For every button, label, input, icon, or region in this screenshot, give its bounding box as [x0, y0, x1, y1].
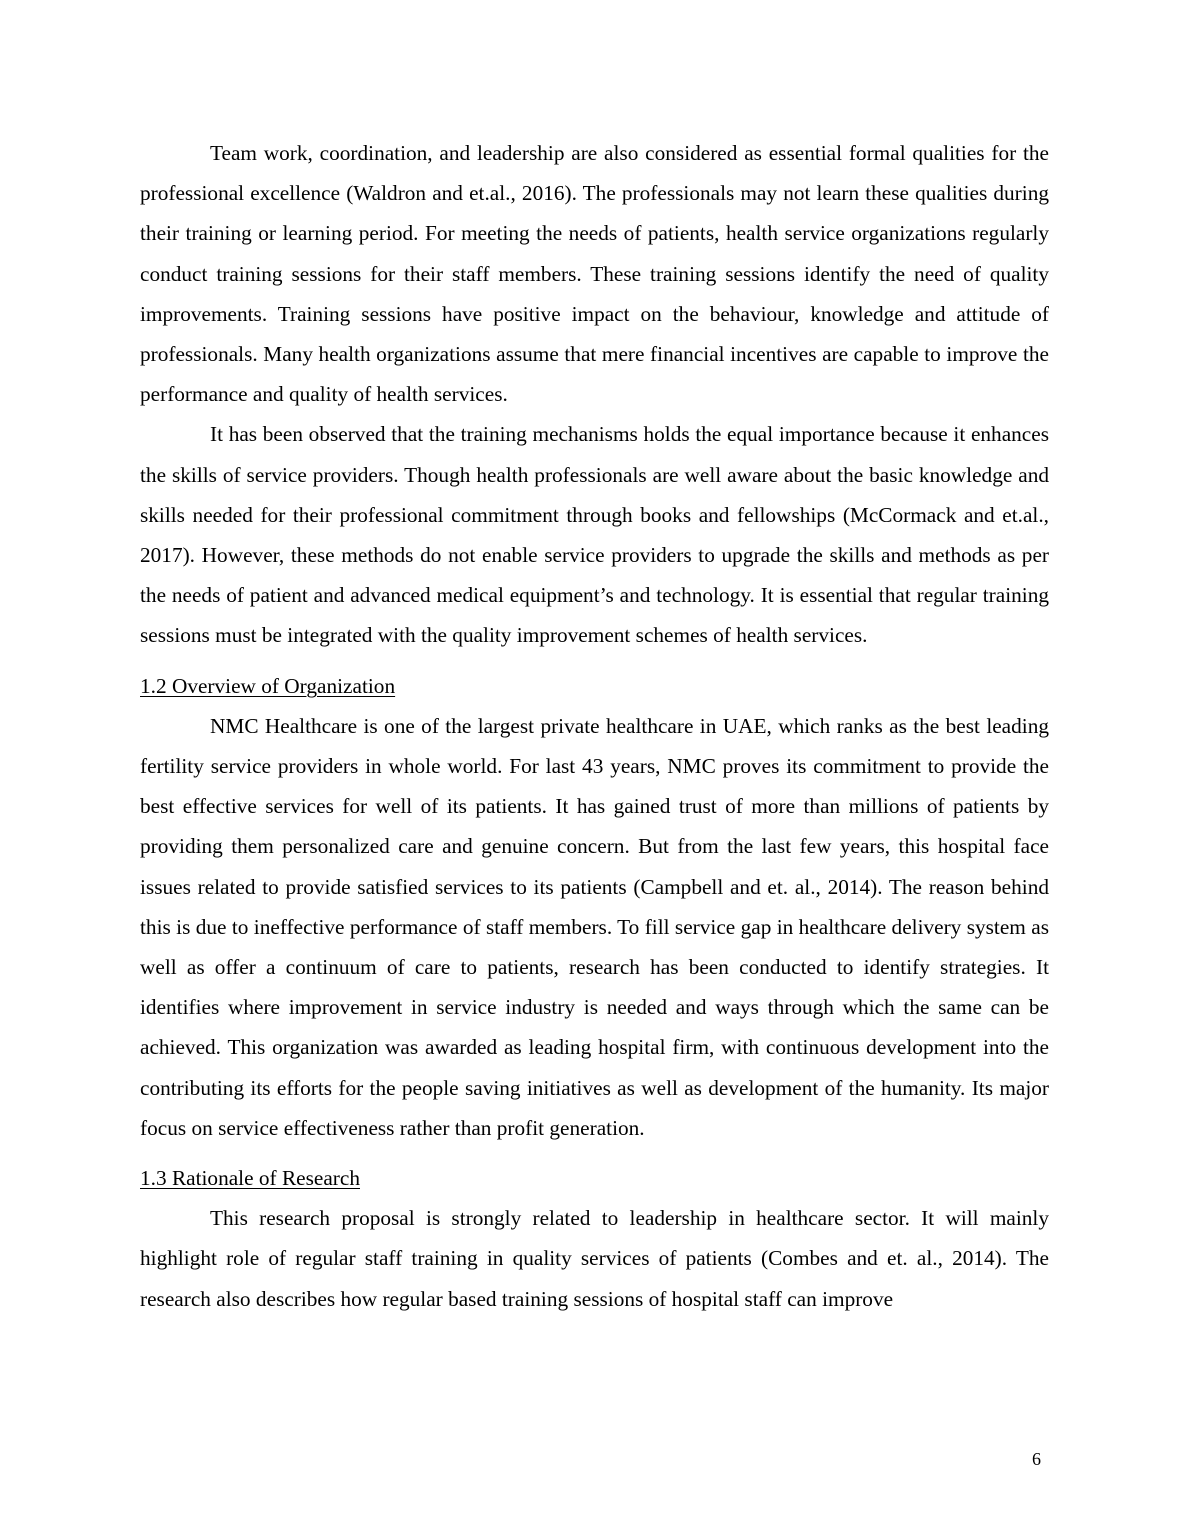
body-paragraph-rationale: This research proposal is strongly related to leadership in healthcare sector. It will mainly highlight role of regular staff training in quality services of patients (Combes and et. al., 2014). The research also describes how regular based training sessions of hospital staff can improve [140, 1206, 1049, 1311]
body-paragraph-overview: NMC Healthcare is one of the largest private healthcare in UAE, which ranks as the best leading fertility service providers in whole world. For last 43 years, NMC proves its commitment to provide the best effective services for well of its patients. It has gained trust of more than millions of patients by providing them personalized care and genuine concern. But from the last few years, this hospital face issues related to provide satisfied services to its patients (Campbell and et. al., 2014). The reason behind this is due to ineffective performance of staff members. To fill service gap in healthcare delivery system as well as offer a continuum of care to patients, research has been conducted to identify strategies. It identifies where improvement in service industry is needed and ways through which the same can be achieved. This organization was awarded as leading hospital firm, with continuous development into the contributing its efforts for the people saving initiatives as well as development of the humanity. Its major focus on service effectiveness rather than profit generation. [140, 713, 1049, 1140]
document-body [140, 133, 1049, 1319]
body-paragraph-training-mechanisms: It has been observed that the training mechanisms holds the equal importance because it enhances the skills of service providers. Though health professionals are well aware about the basic knowledge and skills needed for their professional commitment through books and fellowships (McCormack and et.al., 2017). However, these methods do not enable service providers to upgrade the skills and methods as per the needs of patient and advanced medical equipment’s and technology. It is essential that regular training sessions must be integrated with the quality improvement schemes of health services. [140, 422, 1049, 648]
body-paragraph-teamwork: Team work, coordination, and leadership are also considered as essential formal qualities for the professional excellence (Waldron and et.al., 2016). The professionals may not learn these qualities during their training or learning period. For meeting the needs of patients, health service organizations regularly conduct training sessions for their staff members. These training sessions identify the need of quality improvements. Training sessions have positive impact on the behaviour, knowledge and attitude of professionals. Many health organizations assume that mere financial incentives are capable to improve the performance and quality of health services. [140, 141, 1049, 407]
section-heading-rationale: 1.3 Rationale of Research [140, 1166, 360, 1191]
section-heading-overview: 1.2 Overview of Organization [140, 673, 396, 698]
page-number: 6 [1032, 1449, 1041, 1469]
